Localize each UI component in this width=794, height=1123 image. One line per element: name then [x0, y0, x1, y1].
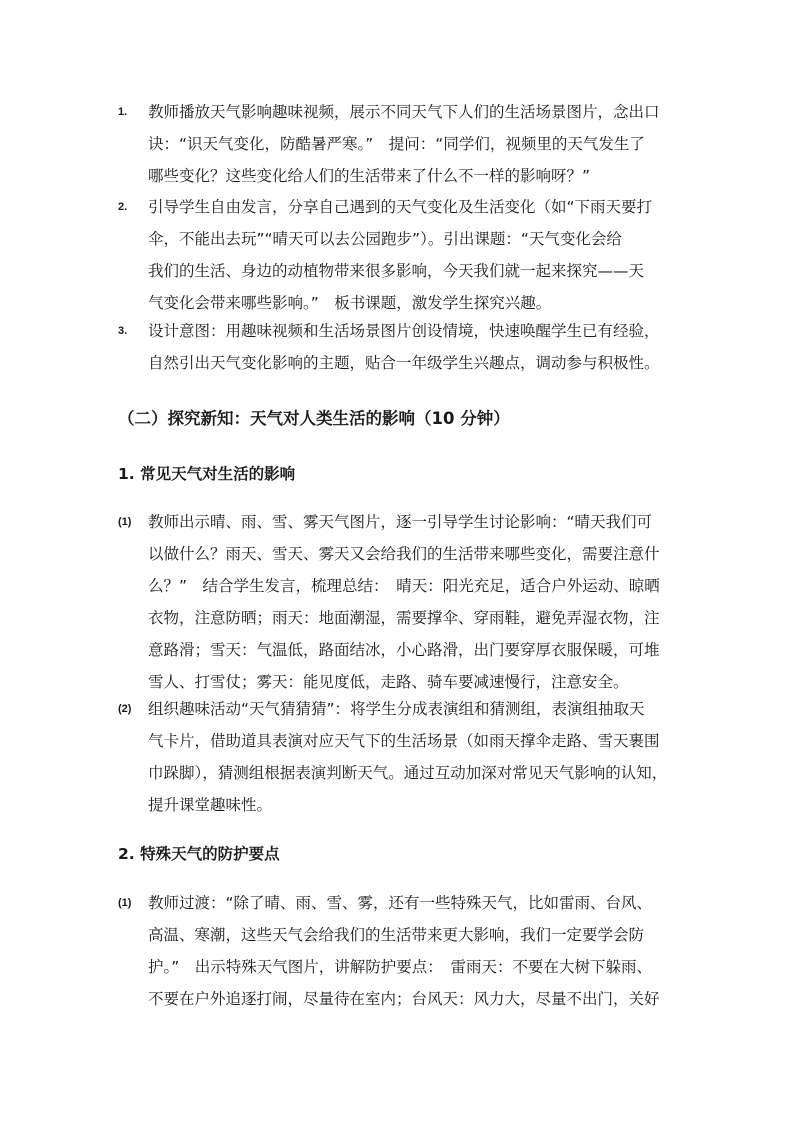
subsection-heading: 1. 常见天气对生活的影响: [118, 465, 296, 483]
text-line: 气变化会带来哪些影响。” 板书课题，激发学生探究兴趣。: [148, 294, 552, 312]
text-line: 教师过渡：“除了晴、雨、雪、雾，还有一些特殊天气，比如雷雨、台风、: [148, 894, 653, 912]
text-line: 高温、寒潮，这些天气会给我们的生活带来更大影响，我们一定要学会防: [148, 926, 645, 944]
list-number: 2.: [118, 201, 128, 213]
text-line: 提升课堂趣味性。: [148, 796, 273, 814]
paragraph: [148, 191, 708, 319]
paragraph: [148, 96, 708, 192]
text-line: 自然引出天气变化影响的主题，贴合一年级学生兴趣点，调动参与积极性。: [148, 354, 660, 372]
list-number: 3.: [118, 325, 128, 337]
text-line: 意路滑；雪天：气温低，路面结冰，小心路滑，出门要穿厚衣服保暖，可堆: [148, 641, 660, 659]
text-line: 我们的生活、身边的动植物带来很多影响，今天我们就一起来探究——天: [148, 262, 645, 280]
section-heading: （二）探究新知：天气对人类生活的影响（10 分钟）: [118, 409, 510, 428]
text-line: 引导学生自由发言，分享自己遇到的天气变化及生活变化（如“下雨天要打: [148, 198, 653, 216]
paragraph: [148, 506, 708, 698]
list-number: 1.: [118, 106, 128, 118]
text-line: 雪人、打雪仗；雾天：能见度低，走路、骑车要减速慢行，注意安全。: [148, 673, 629, 691]
list-number: (2): [118, 703, 132, 715]
text-line: 诀：“识天气变化，防酷暑严寒。” 提问：“同学们，视频里的天气发生了: [148, 135, 645, 153]
text-line: 衣物，注意防晒；雨天：地面潮湿，需要撑伞、穿雨鞋，避免弄湿衣物，注: [148, 609, 660, 627]
text-line: 设计意图：用趣味视频和生活场景图片创设情境，快速唤醒学生已有经验，: [148, 322, 660, 340]
text-line: 以做什么？雨天、雪天、雾天又会给我们的生活带来哪些变化，需要注意什: [148, 545, 660, 563]
subsection-heading: 2. 特殊天气的防护要点: [118, 845, 280, 863]
text-line: 教师播放天气影响趣味视频，展示不同天气下人们的生活场景图片，念出口: [148, 103, 660, 121]
paragraph: [148, 315, 708, 379]
paragraph: [148, 887, 708, 1015]
text-line: 气卡片，借助道具表演对应天气下的生活场景（如雨天撑伞走路、雪天裹围: [148, 732, 660, 750]
list-number: (1): [118, 516, 132, 528]
text-line: 巾跺脚），猜测组根据表演判断天气。通过互动加深对常见天气影响的认知，: [148, 764, 668, 782]
text-line: 不要在户外追逐打闹，尽量待在室内；台风天：风力大，尽量不出门，关好: [148, 990, 660, 1008]
text-line: 哪些变化？这些变化给人们的生活带来了什么不一样的影响呀？”: [148, 167, 591, 185]
text-line: 伞，不能出去玩”“晴天可以去公园跑步”）。引出课题：“天气变化会给: [148, 230, 622, 248]
list-number: (1): [118, 897, 132, 909]
text-line: 护。” 出示特殊天气图片，讲解防护要点： 雷雨天：不要在大树下躲雨、: [148, 958, 653, 976]
text-line: 组织趣味活动“天气猜猜猜”：将学生分成表演组和猜测组，表演组抽取天: [148, 700, 645, 718]
paragraph: [148, 693, 708, 821]
text-line: 么？” 结合学生发言，梳理总结： 晴天：阳光充足，适合户外运动、晾晒: [148, 577, 660, 595]
text-line: 教师出示晴、雨、雪、雾天气图片，逐一引导学生讨论影响：“晴天我们可: [148, 513, 653, 531]
